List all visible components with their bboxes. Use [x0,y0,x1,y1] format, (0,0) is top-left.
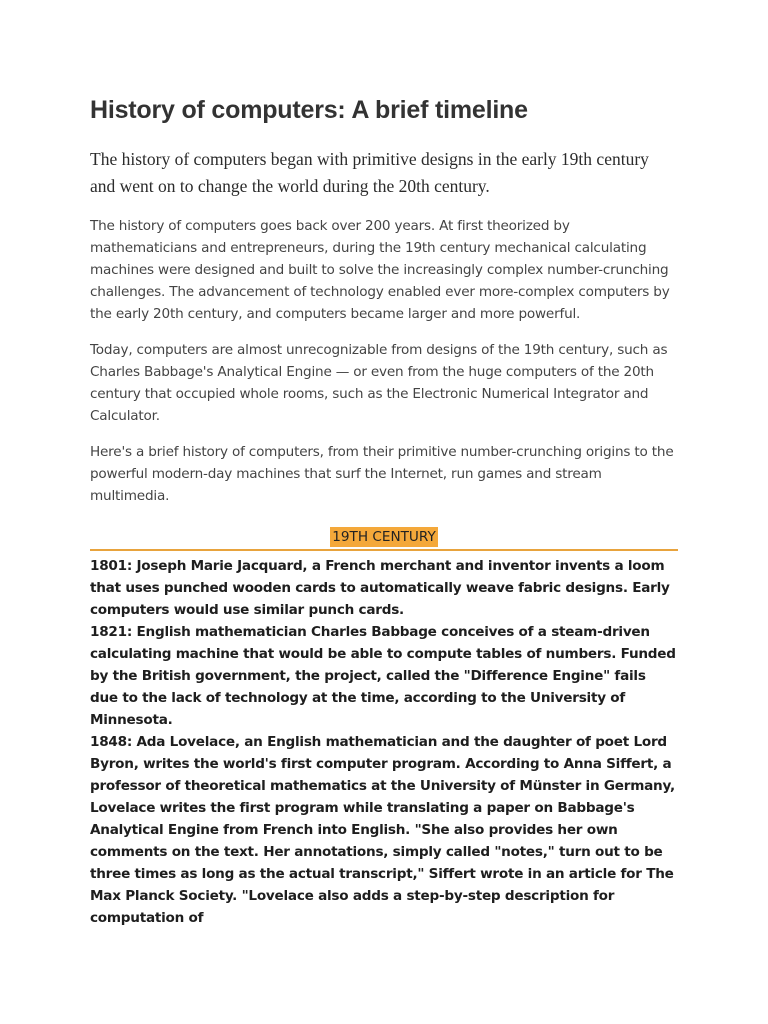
timeline-entry-1848: 1848: Ada Lovelace, an English mathematician and the daughter of poet Lord Byron, writes the world's first computer program. According to Anna Siffert, a professor of theoretical mathematics at the University of Münster in Germany, Lovelace writes the first program while translating a paper on Babbage's Analytical Engine from French into English. "She also provides her own comments on the text. Her annotations, simply called "notes," turn out to be three times as long as the actual transcript," Siffert wrote in an article for The Max Planck Society. "Lovelace also adds a step-by-step description for computation of [90,734,675,926]
section-heading: 19TH CENTURY [332,529,436,545]
timeline-entry-1821: 1821: English mathematician Charles Babbage conceives of a steam-driven calculating machine that would be able to compute tables of numbers. Funded by the British government, the project, called the "Difference Engine" fails due to the lack of technology at the time, according to the University of Minnesota. [90,624,676,728]
section-heading-rule [90,527,678,551]
intro-paragraph-2: Today, computers are almost unrecognizable from designs of the 19th century, such as Charles Babbage's Analytical Engine — or even from the huge computers of the 20th century that occupied whole rooms, such as the Electronic Numerical Integrator and Calculator. [90,342,668,424]
article-subtitle: The history of computers began with primitive designs in the early 19th century and went on to change the world during the 20th century. [90,149,649,196]
article-title: History of computers: A brief timeline [90,96,528,124]
timeline-entry-1801: 1801: Joseph Marie Jacquard, a French merchant and inventor invents a loom that uses punched wooden cards to automatically weave fabric designs. Early computers would use similar punch cards. [90,558,670,618]
timeline-list [90,555,678,929]
intro-paragraph-3: Here's a brief history of computers, from their primitive number-crunching origins to the powerful modern-day machines that surf the Internet, run games and stream multimedia. [90,444,674,504]
intro-paragraph-1: The history of computers goes back over 200 years. At first theorized by mathematicians and entrepreneurs, during the 19th century mechanical calculating machines were designed and built to solve the increasingly complex number-crunching challenges. The advancement of technology enabled ever more-complex computers by the early 20th century, and computers became larger and more powerful. [90,218,670,322]
